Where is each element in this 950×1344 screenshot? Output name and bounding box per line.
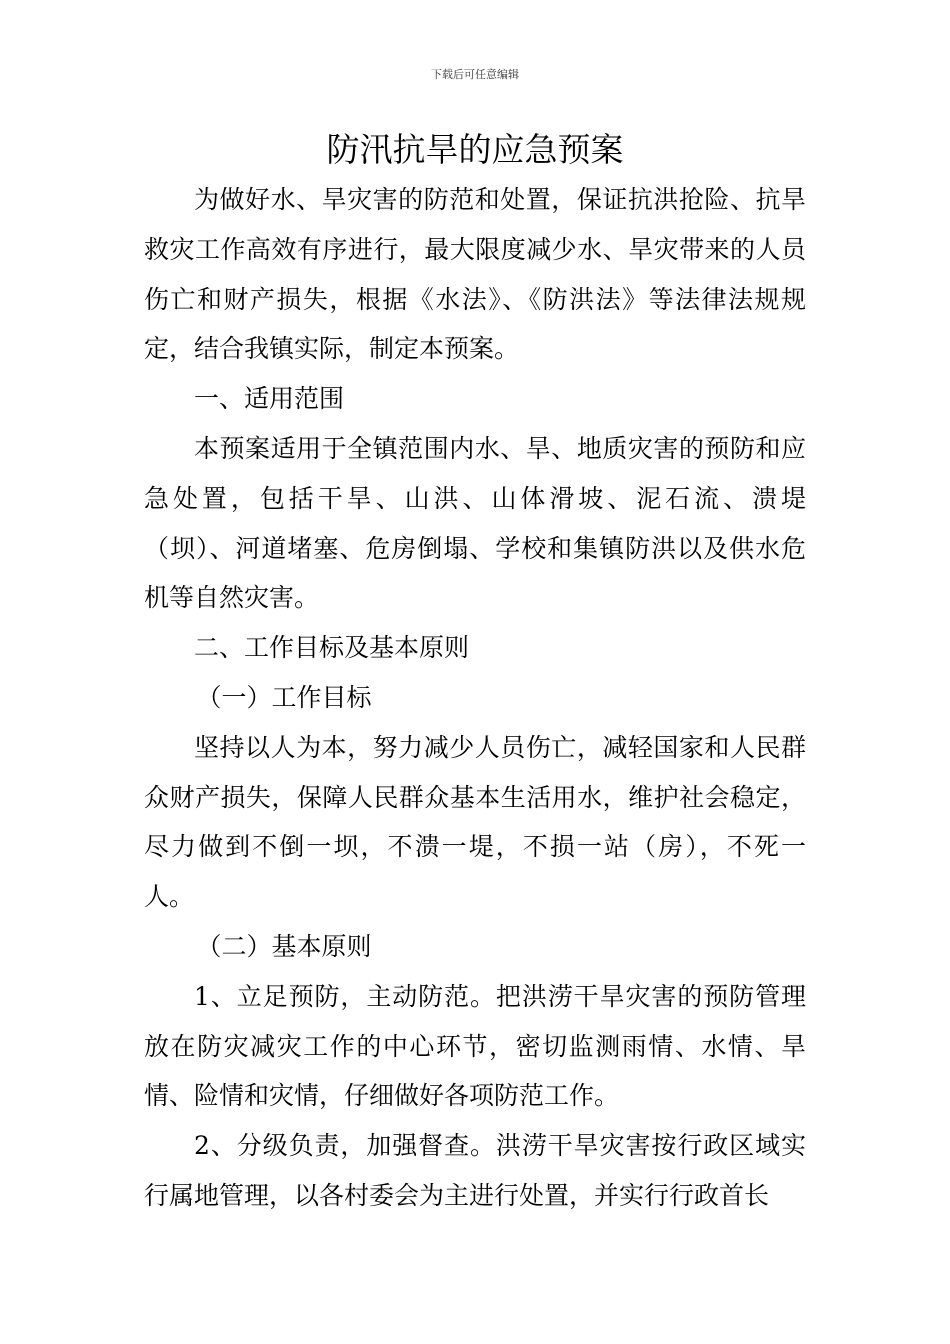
- intro-paragraph: 为做好水、旱灾害的防范和处置，保证抗洪抢险、抗旱救灾工作高效有序进行，最大限度减少水、旱灾带来的人员伤亡和财产损失，根据《水法》、《防洪法》等法律法规规定，结合我镇实际，制定本预案。: [144, 185, 806, 364]
- header-note: 下载后可任意编辑: [431, 68, 519, 81]
- subsection-heading-goals: （一）工作目标: [196, 682, 372, 712]
- scope-paragraph: 本预案适用于全镇范围内水、旱、地质灾害的预防和应急处置，包括干旱、山洪、山体滑坡、泥石流、溃堤（坝）、河道堵塞、危房倒塌、学校和集镇防洪以及供水危机等自然灾害。: [144, 433, 806, 613]
- document-title: 防汛抗旱的应急预案: [326, 130, 624, 169]
- principle-2-paragraph: 2、分级负责，加强督查。洪涝干旱灾害按行政区域实行属地管理，以各村委会为主进行处置，并实行行政首长: [144, 1131, 806, 1210]
- document-body: [144, 175, 806, 1221]
- principle-1-paragraph: 1、立足预防，主动防范。把洪涝干旱灾害的预防管理放在防灾减灾工作的中心环节，密切监测雨情、水情、旱情、险情和灾情，仔细做好各项防范工作。: [144, 981, 806, 1111]
- subsection-heading-principles: （二）基本原则: [196, 931, 372, 961]
- goals-paragraph: 坚持以人为本，努力减少人员伤亡，减轻国家和人民群众财产损失，保障人民群众基本生活用水，维护社会稳定，尽力做到不倒一坝，不溃一堤，不损一站（房），不死一人。: [144, 732, 806, 912]
- section-heading-goals-principles: 二、工作目标及基本原则: [194, 633, 470, 663]
- section-heading-scope: 一、适用范围: [194, 384, 345, 414]
